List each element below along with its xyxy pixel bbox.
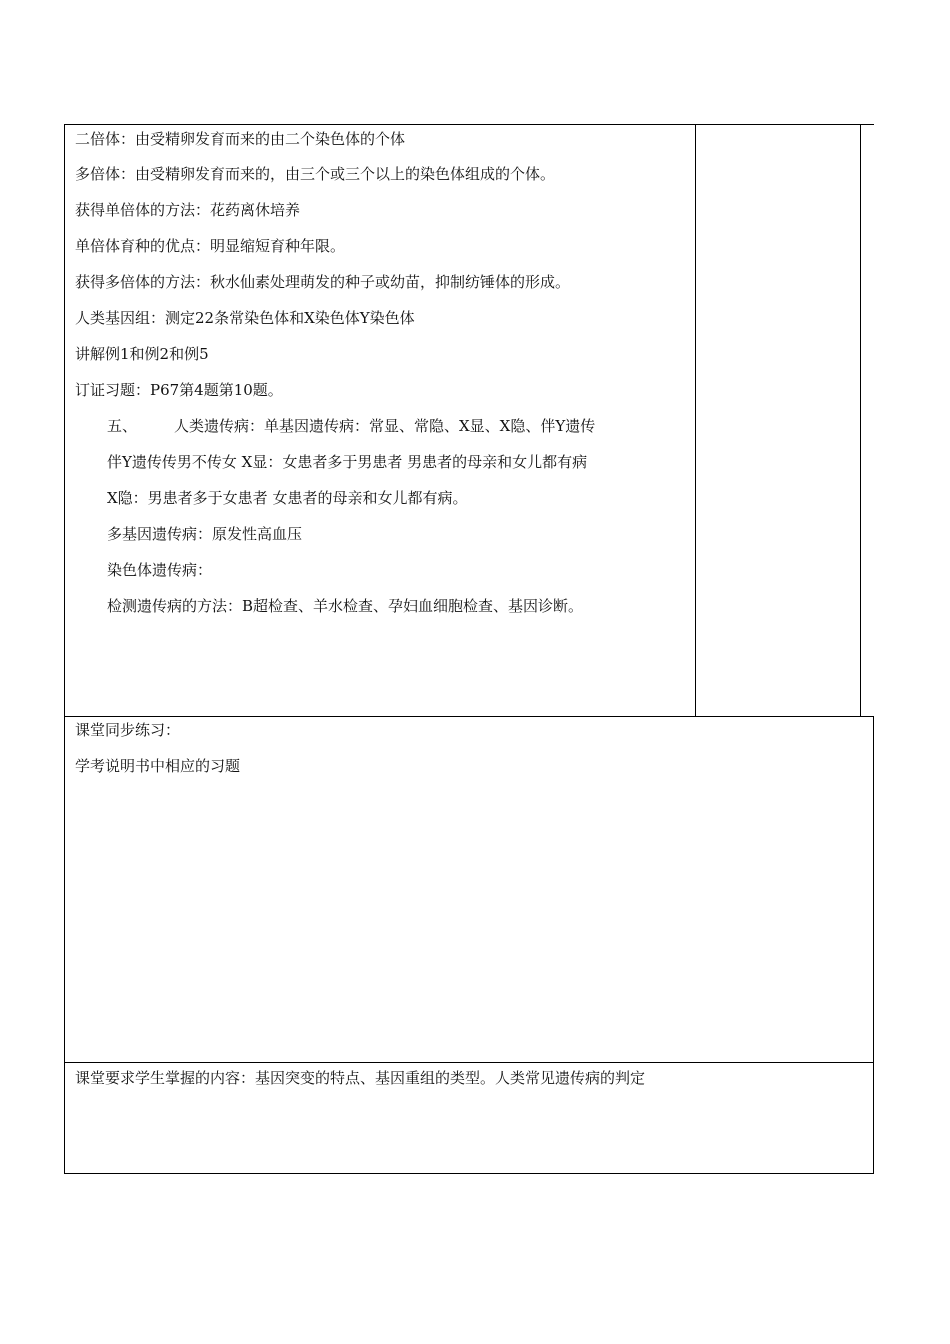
practice-text: 学考说明书中相应的习题 xyxy=(75,757,241,775)
text-line-human-genome: 人类基因组：测定22条常染色体和X染色体Y染色体 xyxy=(75,309,415,327)
text-line-haploid-method: 获得单倍体的方法：花药离休培养 xyxy=(75,201,301,219)
bottom-border xyxy=(64,1173,874,1174)
right-inner-border xyxy=(860,124,861,716)
requirement-text: 课堂要求学生掌握的内容：基因突变的特点、基因重组的类型。人类常见遗传病的判定 xyxy=(75,1069,646,1087)
practice-heading: 课堂同步练习： xyxy=(75,721,181,739)
text-line-polygenic: 多基因遗传病：原发性高血压 xyxy=(107,525,303,543)
top-border xyxy=(64,124,874,125)
text-line-examples: 讲解例1和例2和例5 xyxy=(75,345,209,363)
row-divider-2 xyxy=(64,1062,874,1063)
text-line-polyploid-method: 获得多倍体的方法：秋水仙素处理萌发的种子或幼苗，抑制纺锤体的形成。 xyxy=(75,273,571,291)
text-line-polyploid: 多倍体：由受精卵发育而来的，由三个或三个以上的染色体组成的个体。 xyxy=(75,165,556,183)
text-line-diploid: 二倍体：由受精卵发育而来的由二个染色体的个体 xyxy=(75,130,406,148)
text-line-x-recessive: X隐：男患者多于女患者 女患者的母亲和女儿都有病。 xyxy=(107,489,468,507)
text-line-y-linked: 伴Y遗传传男不传女 X显：女患者多于男患者 男患者的母亲和女儿都有病 xyxy=(107,453,588,471)
section-five-heading: 人类遗传病：单基因遗传病：常显、常隐、X显、X隐、伴Y遗传 xyxy=(174,417,596,435)
text-line-haploid-advantage: 单倍体育种的优点：明显缩短育种年限。 xyxy=(75,237,346,255)
text-line-chromosomal: 染色体遗传病： xyxy=(107,561,213,579)
text-line-detection: 检测遗传病的方法：B超检查、羊水检查、孕妇血细胞检查、基因诊断。 xyxy=(107,597,584,615)
row-divider-1 xyxy=(64,716,874,717)
right-border xyxy=(873,716,874,1174)
left-border xyxy=(64,124,65,1174)
text-line-exercises: 订证习题：P67第4题第10题。 xyxy=(75,381,283,399)
column-divider xyxy=(695,124,696,716)
section-five-number: 五、 xyxy=(107,417,138,435)
